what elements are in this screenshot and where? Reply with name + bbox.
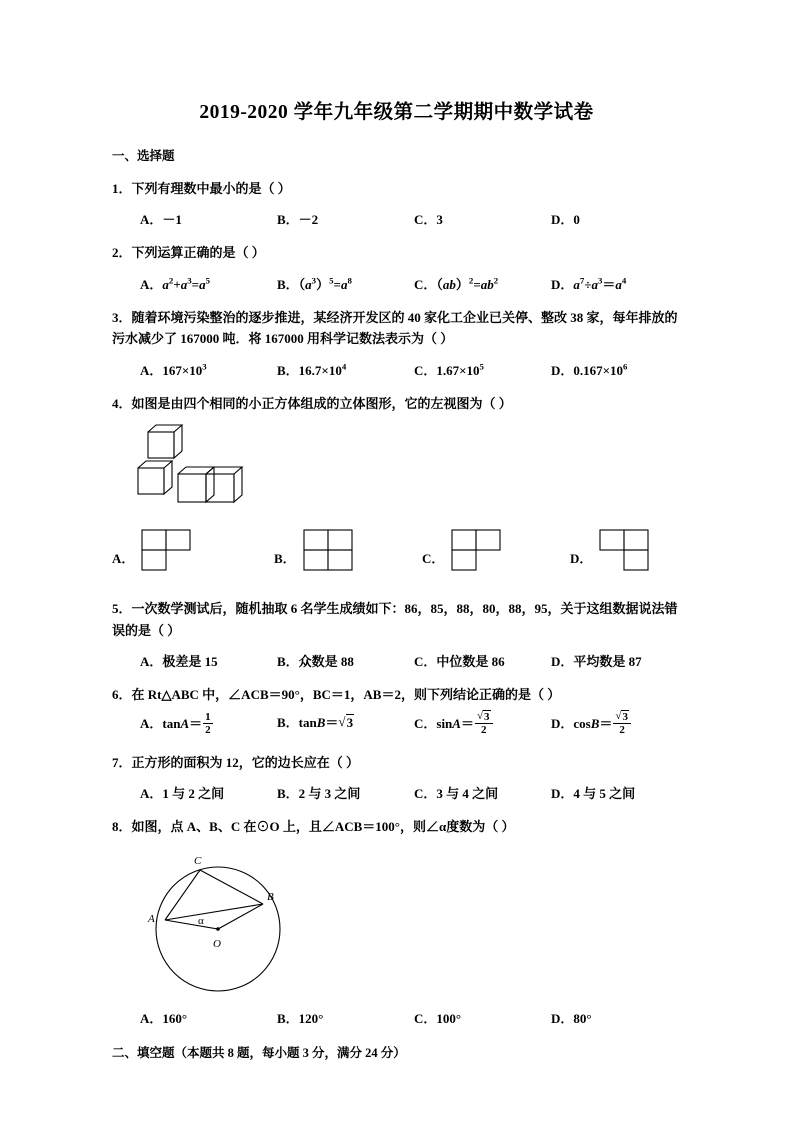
circle-geometry-figure [130,844,793,1004]
option-2-d: D．$a^7\div a^3=a^4$ [551,275,627,292]
cube-solid-figure [130,422,793,514]
question-1 [112,178,684,199]
option-3-c: C．$1.67\times 10^5$ [414,361,484,378]
option-3-a: A．$167\times 10^3$ [140,361,207,378]
option-7-d: D．4 与 5 之间 [551,786,636,802]
option-4-a: A． [112,551,135,567]
question-7-number: 7． [112,754,132,770]
option-4-d: D． [570,551,593,567]
question-3-text: 随着环境污染整治的逐步推进，某经济开发区的 40 家化工企业已关停、整改 38 家，每年排放的污水减少了 167000 吨．将 167000 用科学记数法表示为（ ） [112,309,678,347]
question-4 [112,393,684,414]
question-3-number: 3． [112,309,132,325]
question-4-options [112,520,712,580]
option-8-b: B．120° [277,1010,324,1026]
option-8-c: C．100° [414,1010,462,1026]
question-5-text: 一次数学测试后，随机抽取 6 名学生成绩如下：86，85，88，80，88，95，关于这组数据说法错误的是（ ） [112,601,678,638]
question-6-number: 6． [112,687,132,703]
option-1-a: A．－1 [140,212,182,228]
question-2-options [140,274,688,293]
label-alpha: α [198,914,204,927]
question-7-options [140,783,688,802]
question-4-text: 如图是由四个相同的小正方体组成的立体图形，它的左视图为（ ） [131,395,512,411]
option-4-c-figure [448,526,518,576]
option-5-b: B．众数是 88 [277,654,354,670]
question-7-text: 正方形的面积为 12，它的边长应在（ ） [131,754,360,770]
option-3-d: D．$0.167\times 10^6$ [551,361,628,378]
label-B: B [267,890,274,903]
option-8-a: A．160° [140,1010,188,1026]
question-1-options [140,209,688,228]
option-5-c: C．中位数是 86 [414,654,505,670]
page-title: 2019-2020 学年九年级第二学期期中数学试卷 [199,102,594,123]
question-4-number: 4． [112,395,132,411]
option-1-c: C．3 [414,212,443,228]
option-1-d: D．0 [551,212,580,228]
option-2-a: A．$a^2+a^3=a^5$ [140,275,210,292]
option-4-a-figure [138,526,208,576]
question-3 [112,307,684,350]
option-6-a: A．tanA＝ $\frac{1}{2}$ [140,710,211,737]
question-1-number: 1． [112,181,132,196]
option-6-c: C．sinA＝ $\frac{√3}{2}$ [414,712,551,738]
option-8-d: D．80° [551,1010,592,1026]
question-3-options [140,360,688,379]
option-5-a: A．极差是 15 [140,654,218,670]
option-6-d: D．cosB＝ $\frac{√3}{2}$ [551,712,688,738]
option-7-b: B．2 与 3 之间 [277,786,361,802]
option-4-b-figure [300,526,370,576]
option-4-d-figure [596,526,666,576]
question-8 [112,816,684,837]
label-C: C [194,854,202,867]
question-2 [112,242,684,263]
question-5 [112,598,684,641]
option-2-c: C．$(ab)^2=ab^2$ [414,275,499,292]
option-7-c: C．3 与 4 之间 [414,786,499,802]
option-4-b: B． [274,551,296,567]
option-1-b: B．－2 [277,212,319,228]
question-2-text: 下列运算正确的是（ ） [131,245,265,261]
option-7-a: A．1 与 2 之间 [140,786,225,802]
question-8-options [140,1008,688,1027]
option-4-c: C． [422,551,445,567]
question-2-number: 2． [112,245,132,261]
section-heading-fill-blank: 二、填空题（本题共 8 题，每小题 3 分，满分 24 分） [112,1045,406,1060]
option-5-d: D．平均数是 87 [551,654,642,670]
question-5-options [140,651,688,670]
label-O: O [213,937,221,950]
label-A: A [148,912,155,925]
question-6-text: 在 Rt△ABC 中，∠ACB＝90°，BC＝1，AB＝2，则下列结论正确的是（ ） [131,687,561,703]
question-6-options [140,709,688,738]
option-2-b: B．$(a^3)^5=a^8$ [277,275,352,292]
question-8-text: 如图，点 A、B、C 在⊙O 上，且∠ACB＝100°，则∠α度数为（ ） [131,819,515,835]
question-7 [112,752,684,773]
question-6 [112,684,684,705]
question-8-number: 8． [112,819,132,835]
question-5-number: 5． [112,601,132,617]
option-3-b: B．$16.7\times 10^4$ [277,361,347,378]
section-heading-choice: 一、选择题 [112,149,175,163]
option-6-b: B．tanB＝√3 [277,713,354,730]
question-1-text: 下列有理数中最小的是（ ） [131,181,291,196]
